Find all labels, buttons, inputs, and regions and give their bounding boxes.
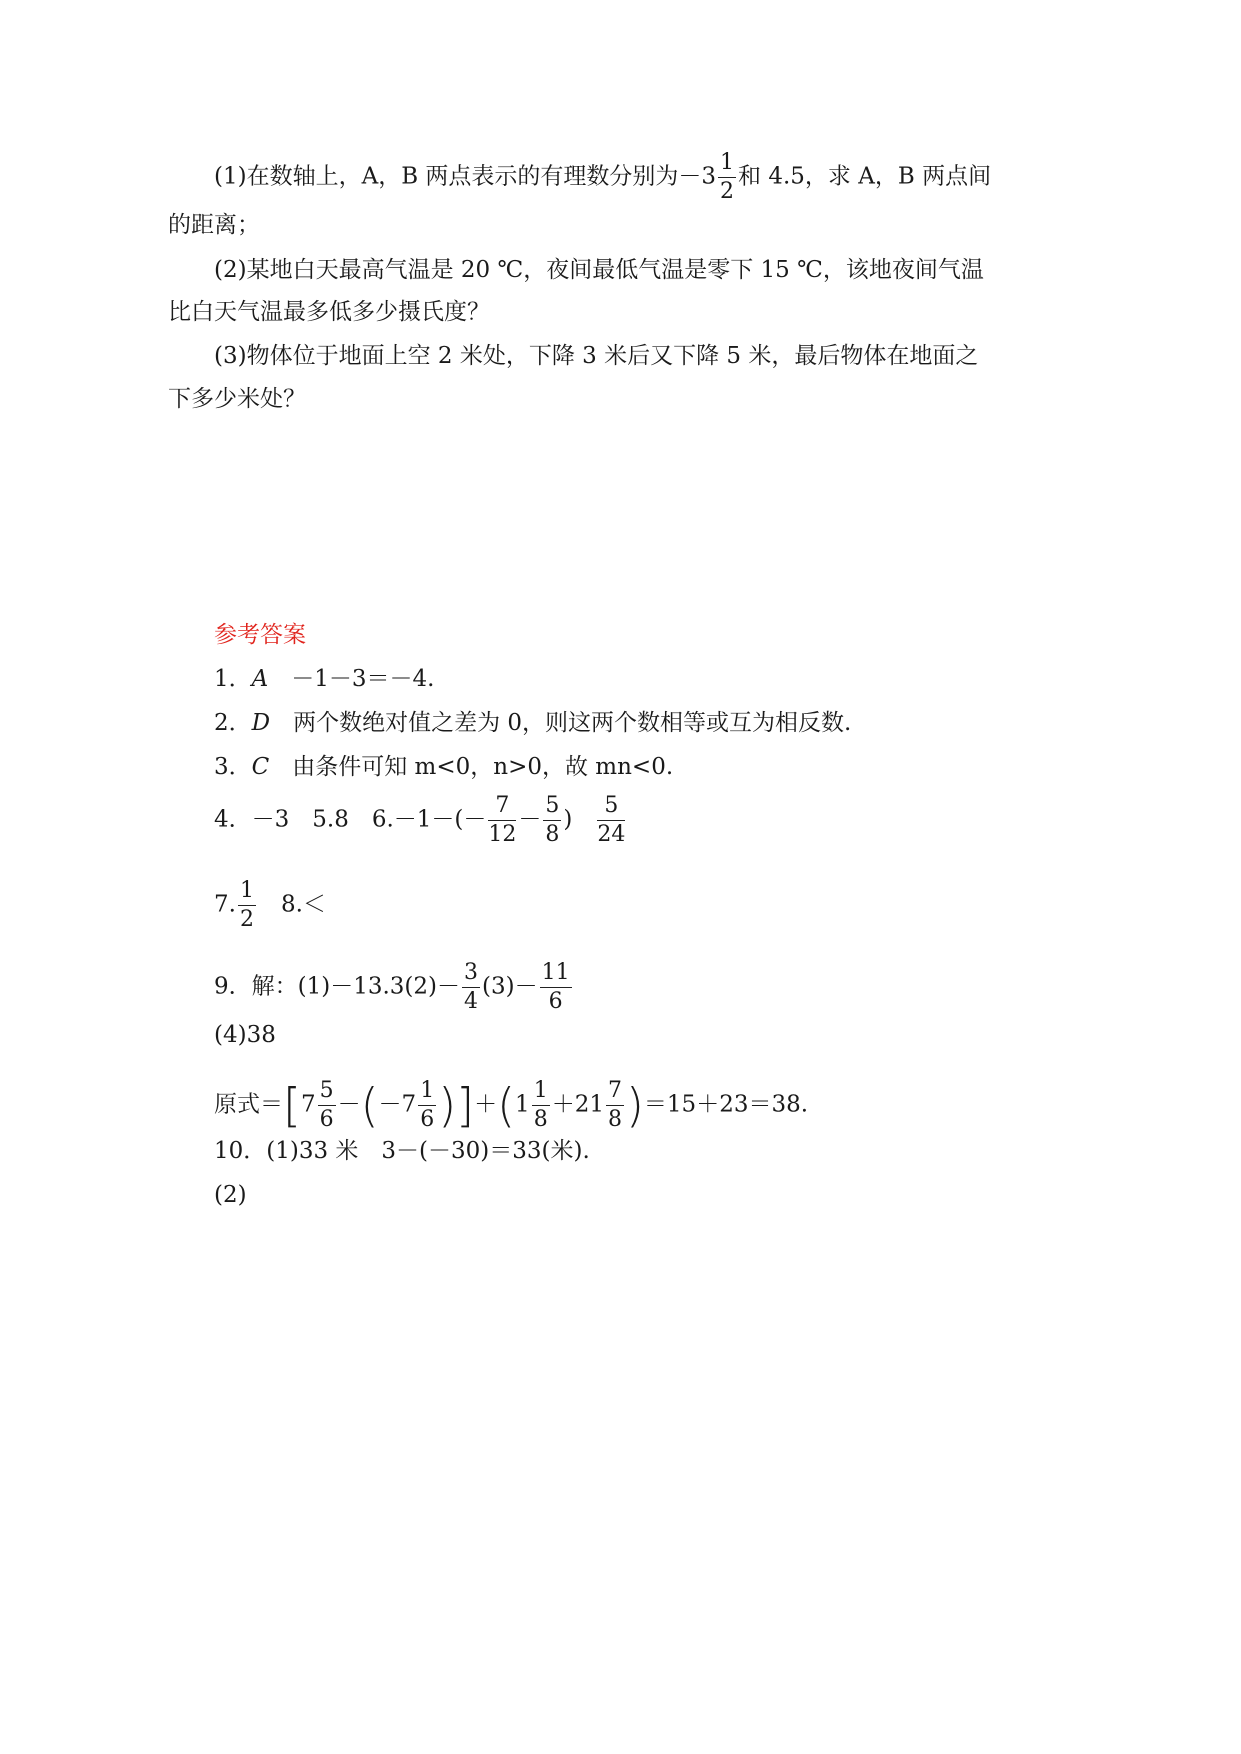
answers-heading: 参考答案 xyxy=(214,622,306,648)
fraction-11-6: $\frac{11}{6}$ xyxy=(541,960,570,1014)
close-paren: ) xyxy=(563,806,596,833)
answer-1-choice: A xyxy=(251,666,269,692)
left-bracket: [ xyxy=(283,1078,301,1133)
fraction-7-12: $\frac{7}{12}$ xyxy=(488,793,517,847)
right-bracket: ] xyxy=(456,1078,475,1133)
answer-9 xyxy=(214,962,574,1013)
answer-1-text: －1－3＝－4. xyxy=(291,666,435,692)
answer-4-6-text: 4．－3 5.8 6.－1－(－ xyxy=(214,806,487,833)
fraction-5-8: $\frac{5}{8}$ xyxy=(545,793,560,847)
left-paren: ( xyxy=(360,1078,379,1133)
answer-9-part-4: (4)38 xyxy=(214,1022,276,1048)
answer-3-number: 3． xyxy=(214,754,252,780)
answer-9-part-3: (3)－ xyxy=(482,973,538,1000)
answer-2-text: 两个数绝对值之差为 0，则这两个数相等或互为相反数. xyxy=(293,710,852,736)
question-1-suffix: 和 4.5，求 A，B 两点间 xyxy=(738,163,992,190)
answer-8-text: 8.＜ xyxy=(257,891,326,918)
left-paren-2: ( xyxy=(497,1078,516,1133)
right-paren-2: ) xyxy=(625,1078,644,1133)
question-2-line-2: 比白天气温最多低多少摄氏度？ xyxy=(168,299,490,325)
answer-1 xyxy=(214,664,434,694)
fraction-one-half: $\frac{1}{2}$ xyxy=(720,150,735,204)
answer-3-text: 由条件可知 m<0，n>0，故 mn<0. xyxy=(292,754,674,780)
answer-2-choice: D xyxy=(251,710,271,736)
question-1-line-2: 的距离； xyxy=(168,212,260,238)
right-paren: ) xyxy=(438,1078,457,1133)
answer-2-number: 2． xyxy=(214,710,252,736)
fraction-1-2: $\frac{1}{2}$ xyxy=(239,878,254,932)
answer-3-choice: C xyxy=(251,754,270,780)
term-7: 7 xyxy=(300,1091,316,1118)
formula-label: 原式＝ xyxy=(214,1091,283,1118)
fraction-7-8: $\frac{7}{8}$ xyxy=(607,1078,622,1132)
formula-line xyxy=(214,1080,808,1131)
answer-9-text: 9．解：(1)－13.3(2)－ xyxy=(214,973,461,1000)
plus-sign: ＋ xyxy=(474,1091,498,1118)
minus-sign: － xyxy=(337,1091,361,1118)
term-1: 1 xyxy=(515,1091,530,1118)
answer-7-number: 7. xyxy=(214,891,236,918)
term-neg-7: －7 xyxy=(378,1091,417,1118)
answer-1-number: 1． xyxy=(214,666,252,692)
fraction-5-6: $\frac{5}{6}$ xyxy=(319,1078,334,1132)
formula-result: ＝15＋23＝38. xyxy=(643,1091,809,1118)
fraction-3-4: $\frac{3}{4}$ xyxy=(464,960,479,1014)
question-1-line-1 xyxy=(214,152,991,203)
plus-21: ＋21 xyxy=(551,1091,604,1118)
answer-2 xyxy=(214,708,851,738)
question-3-line-2: 下多少米处？ xyxy=(168,386,306,412)
fraction-1-6: $\frac{1}{6}$ xyxy=(420,1078,435,1132)
answer-4-6 xyxy=(214,795,627,846)
question-1-prefix: (1)在数轴上，A，B 两点表示的有理数分别为－3 xyxy=(214,163,717,190)
answer-7-8 xyxy=(214,880,326,931)
answer-10-part-2: (2) xyxy=(214,1182,247,1208)
question-3-line-1: (3)物体位于地面上空 2 米处，下降 3 米后又下降 5 米，最后物体在地面之 xyxy=(214,343,979,369)
fraction-1-8: $\frac{1}{8}$ xyxy=(533,1078,548,1132)
question-2-line-1: (2)某地白天最高气温是 20 ℃，夜间最低气温是零下 15 ℃，该地夜间气温 xyxy=(214,257,984,283)
answer-3 xyxy=(214,752,673,782)
fraction-5-24: $\frac{5}{24}$ xyxy=(597,793,626,847)
answer-10: 10．(1)33 米 3－(－30)＝33(米). xyxy=(214,1138,590,1164)
minus-sign: － xyxy=(518,806,542,833)
